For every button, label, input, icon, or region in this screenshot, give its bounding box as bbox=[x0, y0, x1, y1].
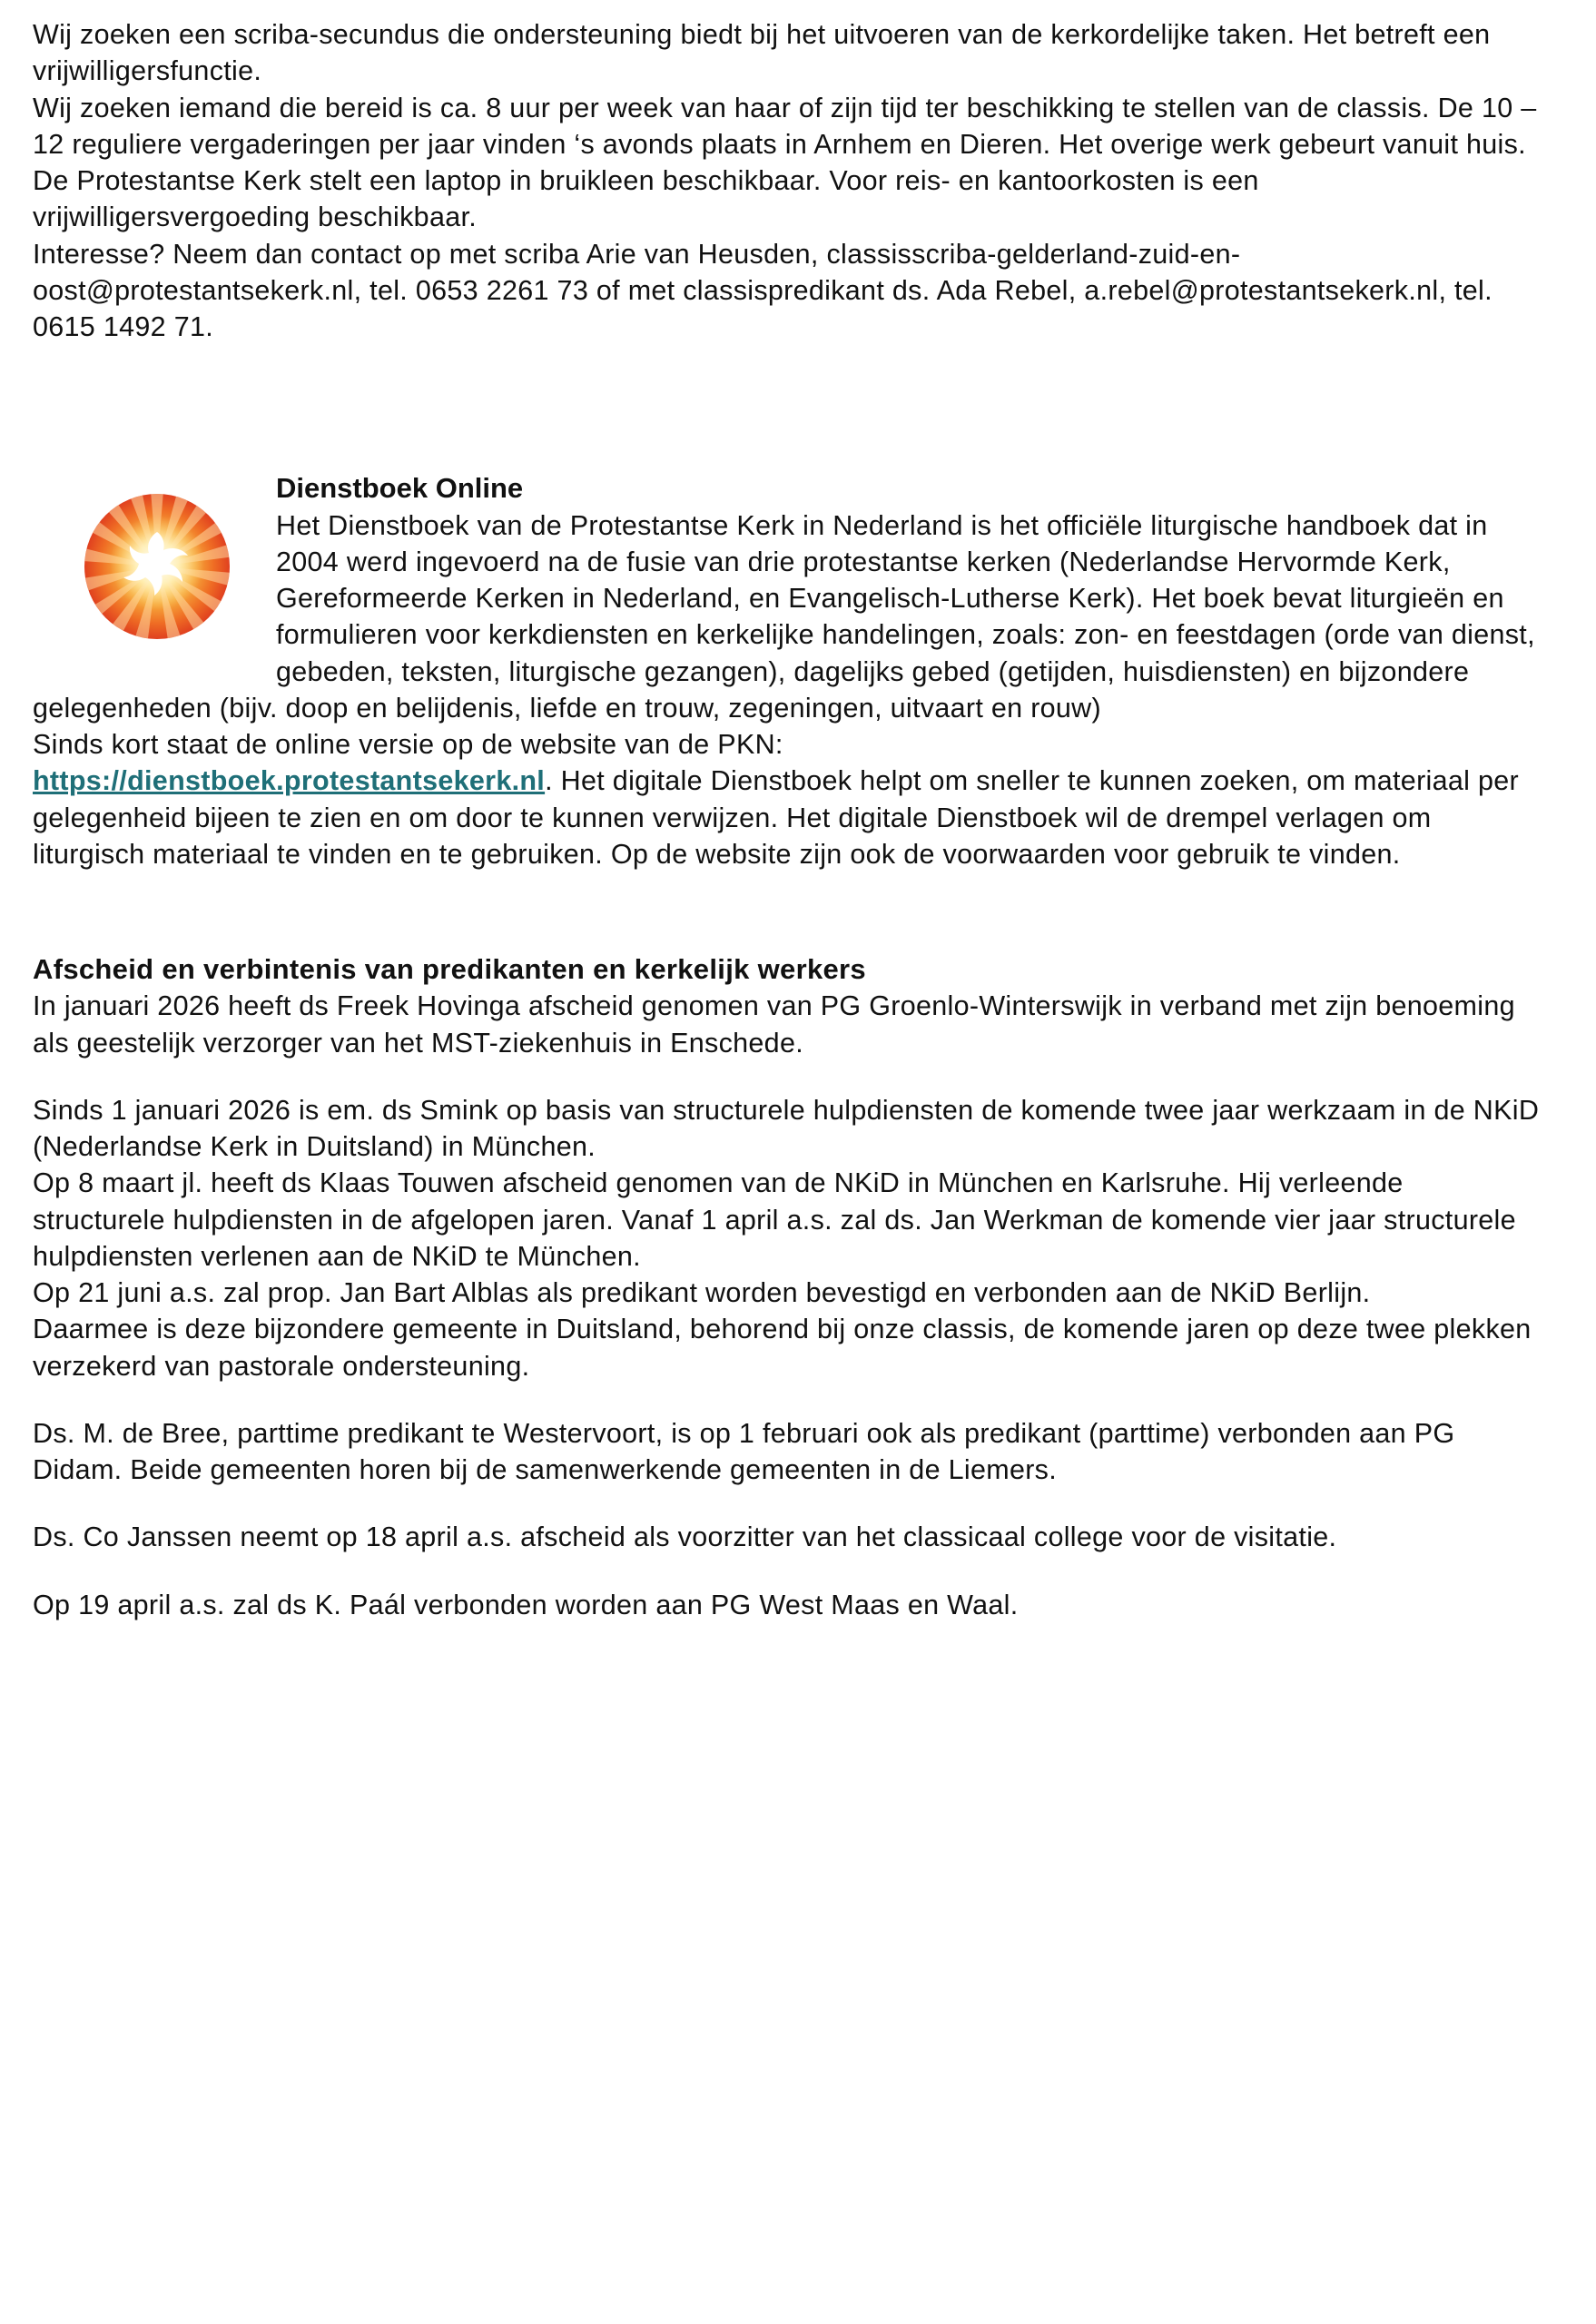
afscheid-paragraph-5: Daarmee is deze bijzondere gemeente in Duitsland, behorend bij onze classis, de komende jaren op deze twee plekken verzekerd van pastorale ondersteuning. bbox=[33, 1314, 1532, 1382]
afscheid-paragraph-2: Sinds 1 januari 2026 is em. ds Smink op basis van structurele hulpdiensten de komende twee jaar werkzaam in de NKiD (Nederlandse Kerk in Duitsland) in München. bbox=[33, 1094, 1540, 1163]
afscheid-paragraph-4: Op 21 juni a.s. zal prop. Jan Bart Alblas als predikant worden bevestigd en verbonden aan de NKiD Berlijn. bbox=[33, 1277, 1371, 1309]
afscheid-paragraph-8: Op 19 april a.s. zal ds K. Paál verbonden worden aan PG West Maas en Waal. bbox=[33, 1589, 1019, 1620]
dienstboek-link-lead: Sinds kort staat de online versie op de website van de PKN: bbox=[33, 729, 783, 761]
afscheid-paragraph-1: In januari 2026 heeft ds Freek Hovinga afscheid genomen van PG Groenlo-Winterswijk in verband met zijn benoeming als geestelijk verzorger van het MST-ziekenhuis in Enschede. bbox=[33, 990, 1515, 1059]
dienstboek-after-link: . Het digitale Dienstboek helpt om sneller te kunnen zoeken, om materiaal per gelegenheid bijeen te zien en om door te kunnen verwijzen. Het digitale Dienstboek wil de drempel verlagen om liturgisch materiaal te vinden en te gebruiken. Op de website zijn ook de voorwaarden voor gebruik te vinden. bbox=[33, 765, 1520, 870]
afscheid-heading: Afscheid en verbintenis van predikanten en kerkelijk werkers bbox=[33, 953, 866, 986]
spacer bbox=[33, 1384, 1542, 1415]
pkn-dove-sunburst-logo-icon bbox=[58, 479, 256, 654]
afscheid-paragraph-3: Op 8 maart jl. heeft ds Klaas Touwen afscheid genomen van de NKiD in München en Karlsruhe. Hij verleende structurele hulpdiensten in de afgelopen jaren. Vanaf 1 april a.s. zal ds. Jan Werkman de komende vier jaar structurele hulpdiensten verlenen aan de NKiD te München. bbox=[33, 1167, 1516, 1272]
spacer bbox=[33, 1556, 1542, 1587]
vacancy-paragraph-3: Interesse? Neem dan contact op met scriba Arie van Heusden, classisscriba-gelderland-zuid-en-oost@protestantsekerk.nl, tel. 0653 2261 73 of met classispredikant ds. Ada Rebel, a.rebel@protestantsekerk.nl, tel. 0615 1492 71. bbox=[33, 238, 1493, 342]
spacer bbox=[33, 1488, 1542, 1519]
dienstboek-link[interactable]: https://dienstboek.protestantsekerk.nl bbox=[33, 765, 546, 797]
afscheid-paragraph-7: Ds. Co Janssen neemt op 18 april a.s. afscheid als voorzitter van het classicaal college voor de visitatie. bbox=[33, 1521, 1337, 1553]
afscheid-paragraph-6: Ds. M. de Bree, parttime predikant te Westervoort, is op 1 februari ook als predikant (parttime) verbonden aan PG Didam. Beide gemeenten horen bij de samenwerkende gemeenten in de Liemers. bbox=[33, 1417, 1455, 1486]
dienstboek-intro: Het Dienstboek van de Protestantse Kerk in Nederland is het officiële liturgische handboek dat in 2004 werd ingevoerd na de fusie van drie protestantse kerken (Nederlandse Hervormde Kerk, Gereformeerde Kerken in Nederland, en Evangelisch-Lutherse Kerk). Het boek bevat liturgieën en formulieren voor kerkdiensten en kerkelijke handelingen, zoals: zon- en feestdagen (orde van dienst, gebeden, teksten, liturgische gezangen), dagelijks gebed (getijden, huisdiensten) en bijzondere gelegenheden (bijv. doop en belijdenis, liefde en trouw, zegeningen, uitvaart en rouw) bbox=[33, 509, 1535, 724]
spacer bbox=[33, 1061, 1542, 1092]
dienstboek-title: Dienstboek Online bbox=[276, 472, 524, 505]
vacancy-section bbox=[33, 16, 1542, 345]
spacer bbox=[33, 423, 1542, 470]
vacancy-paragraph-2: Wij zoeken iemand die bereid is ca. 8 uur per week van haar of zijn tijd ter beschikking te stellen van de classis. De 10 – 12 reguliere vergaderingen per jaar vinden ‘s avonds plaats in Arnhem en Dieren. Het overige werk gebeurt vanuit huis. De Protestantse Kerk stelt een laptop in bruikleen beschikbaar. Voor reis- en kantoorkosten is een vrijwilligersvergoeding beschikbaar. bbox=[33, 92, 1537, 233]
spacer bbox=[33, 345, 1542, 423]
afscheid-section bbox=[33, 950, 1542, 1623]
dienstboek-link-paragraph bbox=[33, 763, 1542, 872]
vacancy-paragraph-1: Wij zoeken een scriba-secundus die ondersteuning biedt bij het uitvoeren van de kerkordelijke taken. Het betreft een vrijwilligersfunctie. bbox=[33, 19, 1491, 87]
spacer bbox=[33, 872, 1542, 950]
dienstboek-section bbox=[33, 470, 1542, 872]
